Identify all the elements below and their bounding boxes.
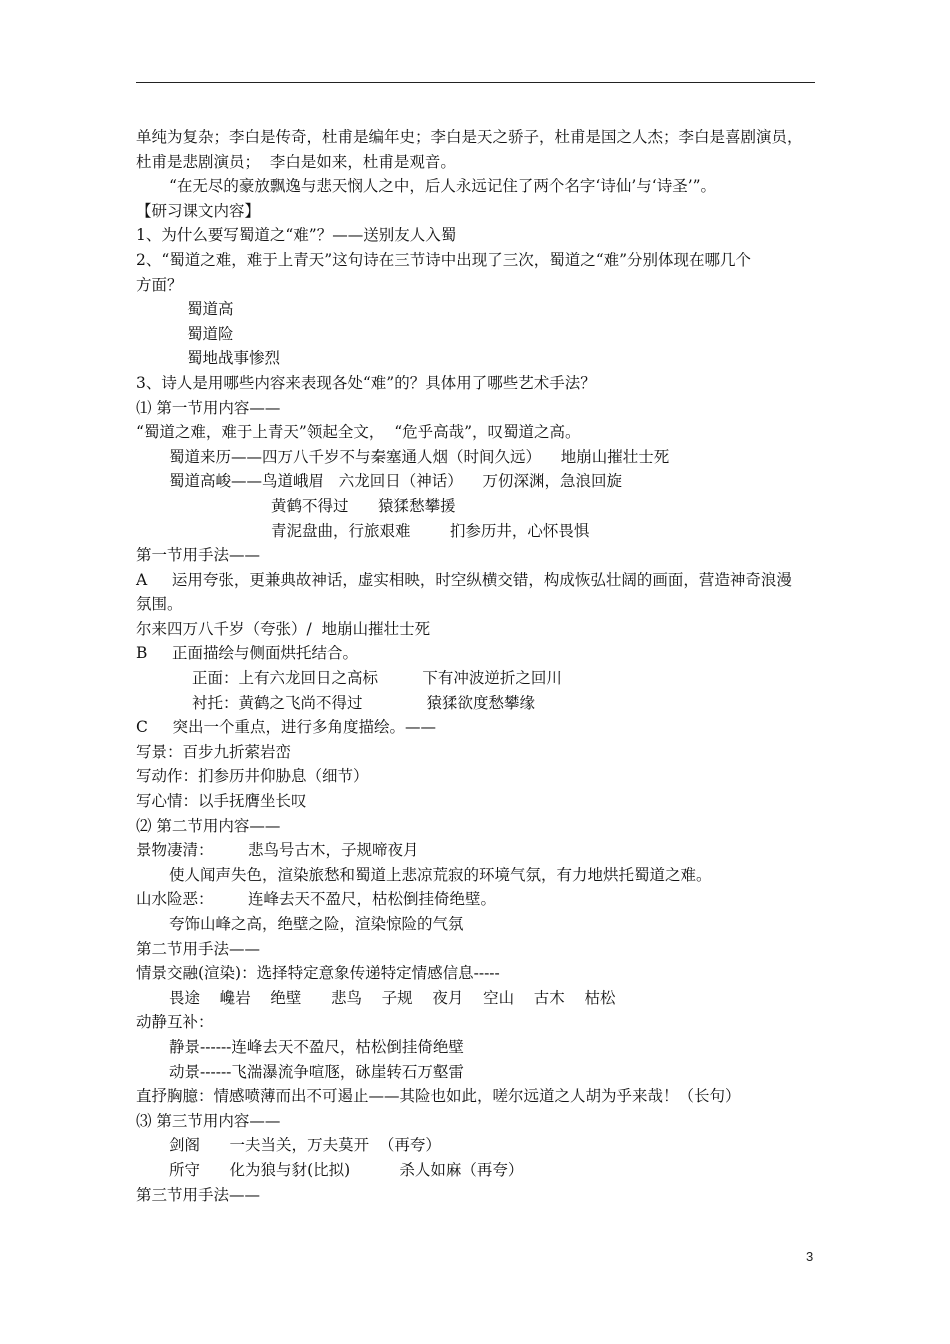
text-line: C 突出一个重点，进行多角度描绘。—— xyxy=(136,718,436,737)
text-line: 青泥盘曲，行旅艰难 扪参历井，心怀畏惧 xyxy=(271,521,590,540)
text-line: 写动作：扪参历井仰胁息（细节） xyxy=(136,767,369,786)
text-line: 直抒胸臆：情感喷薄而出不可遏止——其险也如此，嗟尔远道之人胡为乎来哉！（长句） xyxy=(136,1087,741,1106)
text-line: 杜甫是悲剧演员； 李白是如来，杜甫是观音。 xyxy=(136,152,456,171)
text-line: “蜀道之难，难于上青天”领起全文， “危乎高哉”，叹蜀道之高。 xyxy=(136,423,581,442)
text-line: A 运用夸张，更兼典故神话，虚实相映，时空纵横交错，构成恢弘壮阔的画面，营造神奇浪漫 xyxy=(136,570,792,589)
text-line: 1、为什么要写蜀道之“难”？——送别友人入蜀 xyxy=(136,226,457,245)
text-line: 静景------连峰去天不盈尺，枯松倒挂倚绝壁 xyxy=(169,1037,464,1056)
text-line: 3、诗人是用哪些内容来表现各处“难”的？具体用了哪些艺术手法？ xyxy=(136,373,596,392)
text-line: 夸饰山峰之高，绝壁之险，渲染惊险的气氛 xyxy=(169,915,464,933)
text-line: 景物凄清： 悲鸟号古木，子规啼夜月 xyxy=(136,841,419,860)
text-line: 单纯为复杂；李白是传奇，杜甫是编年史；李白是天之骄子，杜甫是国之人杰；李白是喜剧演员， xyxy=(136,128,803,146)
text-line: ⑴ 第一节用内容—— xyxy=(136,398,281,417)
text-line: 动景------飞湍瀑流争喧豗，砯崖转石万壑雷 xyxy=(169,1062,464,1081)
text-line: 第二节用手法—— xyxy=(136,939,261,958)
document-body xyxy=(136,125,826,1207)
text-line: “在无尽的豪放飘逸与悲天悯人之中，后人永远记住了两个名字‘诗仙’与‘诗圣’”。 xyxy=(169,177,717,196)
text-line: 氛围。 xyxy=(136,595,183,614)
text-line: 第三节用手法—— xyxy=(136,1185,261,1204)
text-line: 【研习课文内容】 xyxy=(136,201,261,220)
text-line: 黄鹤不得过 猿猱愁攀援 xyxy=(271,496,456,515)
text-line: 剑阁 一夫当关，万夫莫开 （再夸） xyxy=(169,1136,441,1155)
text-line: 衬托：黄鹤之飞尚不得过 猿猱欲度愁攀缘 xyxy=(192,693,536,712)
text-line: 所守 化为狼与豺(比拟) 杀人如麻（再夸） xyxy=(169,1160,524,1179)
text-line: 蜀道高 xyxy=(187,300,234,319)
text-line: 2、“蜀道之难，难于上青天”这句诗在三节诗中出现了三次，蜀道之“难”分别体现在哪几个 xyxy=(136,250,752,269)
page-number: 3 xyxy=(806,1249,814,1264)
text-line: 动静互补： xyxy=(136,1013,214,1032)
text-line: 写心情：以手抚膺坐长叹 xyxy=(136,792,307,811)
text-line: 蜀道高峻——鸟道峨眉 六龙回日（神话） 万仞深渊，急浪回旋 xyxy=(169,472,622,491)
text-line: 蜀地战事惨烈 xyxy=(187,349,281,368)
text-line: 使人闻声失色，渲染旅愁和蜀道上悲凉荒寂的环境气氛，有力地烘托蜀道之难。 xyxy=(169,865,712,884)
text-line: 情景交融(渲染)：选择特定意象传递特定情感信息----- xyxy=(136,964,500,983)
text-line: 正面：上有六龙回日之高标 下有冲波逆折之回川 xyxy=(192,669,562,688)
text-line: 山水险恶： 连峰去天不盈尺，枯松倒挂倚绝壁。 xyxy=(136,890,496,909)
text-line: ⑵ 第二节用内容—— xyxy=(136,816,281,835)
text-line: 方面？ xyxy=(136,275,183,294)
text-line: 蜀道险 xyxy=(187,324,234,343)
text-line: ⑶ 第三节用内容—— xyxy=(136,1111,281,1130)
text-line: 蜀道来历——四万八千岁不与秦塞通人烟（时间久远） 地崩山摧壮士死 xyxy=(169,447,670,466)
text-line: 第一节用手法—— xyxy=(136,546,261,565)
header-rule xyxy=(136,82,815,83)
text-line: B 正面描绘与侧面烘托结合。 xyxy=(136,644,359,663)
text-line: 畏途 巉岩 绝壁 悲鸟 子规 夜月 空山 古木 枯松 xyxy=(169,988,616,1007)
text-line: 写景：百步九折萦岩峦 xyxy=(136,742,292,761)
text-line: 尔来四万八千岁（夸张）/ 地崩山摧壮士死 xyxy=(136,619,431,638)
